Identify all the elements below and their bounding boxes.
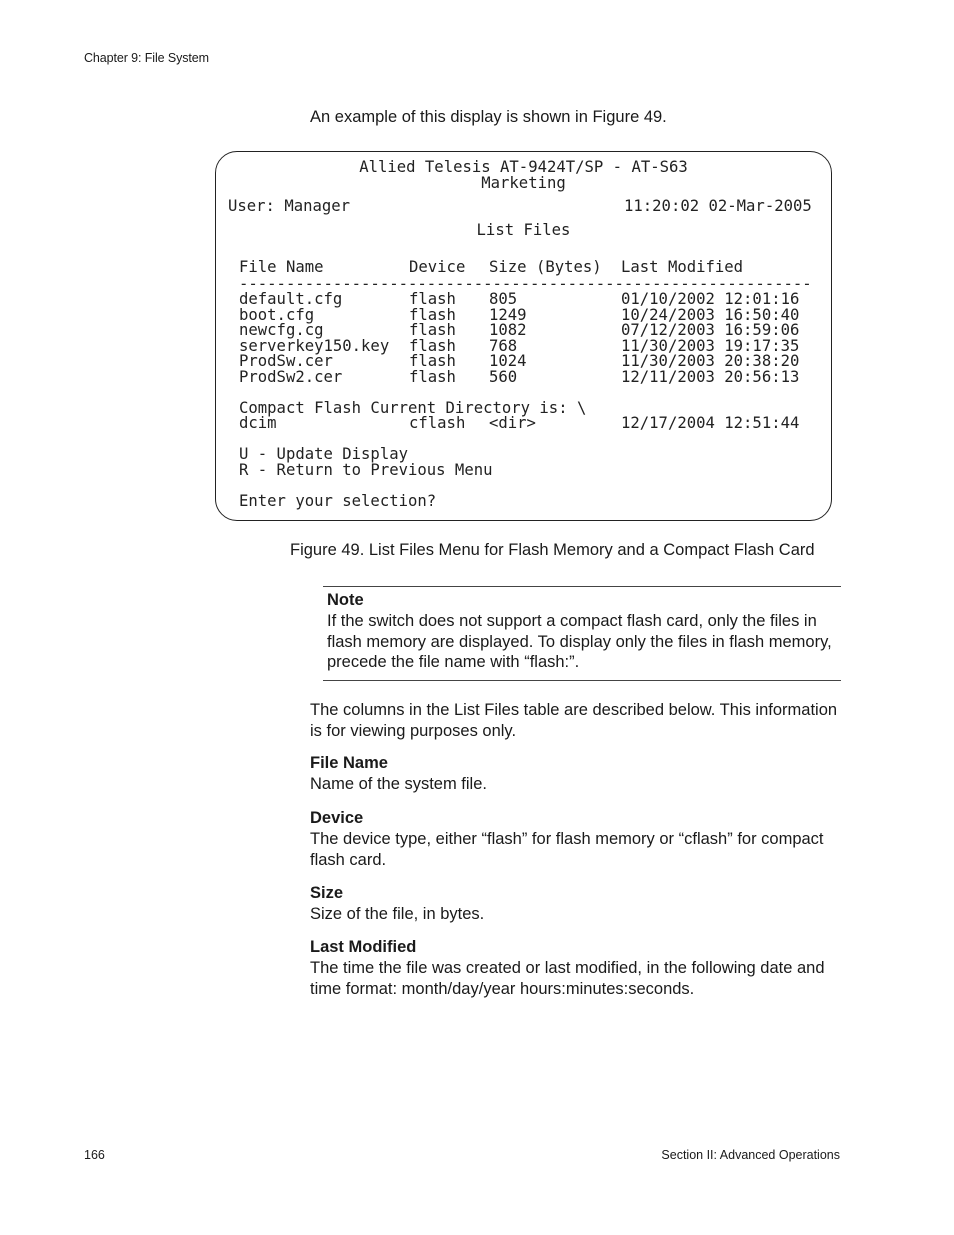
definition-term-device: Device [310, 809, 364, 827]
file-row-modified: 11/30/2003 20:38:20 [621, 352, 800, 371]
column-separator: ------------------------------------------------------------- [239, 277, 812, 293]
file-row-device: flash [409, 321, 456, 340]
file-row-modified: 12/11/2003 20:56:13 [621, 368, 800, 386]
screen-subtitle: Marketing [481, 174, 566, 192]
menu-option-update: U - Update Display [239, 445, 408, 463]
file-row-device: flash [409, 352, 456, 371]
cf-entry-size: <dir> [489, 414, 536, 432]
cf-entry-device: cflash [409, 414, 466, 432]
screen-user: User: Manager [228, 197, 351, 215]
note-title: Note [327, 591, 364, 609]
screen-title: Allied Telesis AT-9424T/SP - AT-S63 [359, 158, 688, 176]
screen-datetime: 11:20:02 02-Mar-2005 [624, 197, 812, 215]
definition-term-last-modified: Last Modified [310, 938, 417, 956]
definition-desc-device: The device type, either “flash” for flash memory or “cflash” for compact flash card. [310, 830, 824, 869]
definition-term-size: Size [310, 884, 344, 902]
terminal-screen-figure [215, 151, 832, 521]
columns-intro-paragraph: The columns in the List Files table are described below. This information is for viewing purposes only. [310, 701, 838, 740]
running-header: Chapter 9: File System [84, 51, 209, 65]
column-header-device: Device [409, 258, 466, 276]
screen-menu-title: List Files [476, 221, 571, 239]
note-body: If the switch does not support a compact flash card, only the files in flash memory are displayed. To display only the files in flash memory, precede the file name with “flash:”. [327, 612, 832, 671]
file-row-modified: 07/12/2003 16:59:06 [621, 321, 800, 340]
column-header-last-modified: Last Modified [621, 258, 744, 276]
file-row-name: serverkey150.key [239, 336, 390, 355]
file-row-size: 768 [489, 336, 518, 355]
file-row-device: flash [409, 336, 456, 355]
file-row-size: 1024 [489, 352, 527, 371]
file-row-device: flash [409, 290, 456, 308]
cf-entry-name: dcim [239, 414, 277, 432]
file-row-modified: 01/10/2002 12:01:16 [621, 290, 800, 308]
definition-desc-file-name: Name of the system file. [310, 775, 487, 793]
file-row-size: 1082 [489, 321, 527, 340]
page-number: 166 [84, 1148, 105, 1162]
cf-directory-label: Compact Flash Current Directory is: \ [239, 399, 587, 417]
running-footer-section: Section II: Advanced Operations [661, 1148, 840, 1162]
note-box [323, 586, 841, 681]
definition-term-file-name: File Name [310, 754, 388, 772]
file-row-device: flash [409, 368, 456, 386]
intro-paragraph: An example of this display is shown in Figure 49. [310, 108, 667, 126]
column-header-file-name: File Name [239, 258, 324, 276]
file-row-device: flash [409, 305, 456, 324]
cf-entry-modified: 12/17/2004 12:51:44 [621, 414, 800, 432]
file-row-name: ProdSw2.cer [239, 368, 343, 386]
file-row-size: 560 [489, 368, 518, 386]
file-row-modified: 10/24/2003 16:50:40 [621, 305, 800, 324]
selection-prompt: Enter your selection? [239, 492, 437, 510]
file-row-name: boot.cfg [239, 305, 315, 324]
definition-desc-size: Size of the file, in bytes. [310, 905, 485, 923]
file-row-size: 805 [489, 290, 518, 308]
file-row-name: ProdSw.cer [239, 352, 333, 371]
file-row-modified: 11/30/2003 19:17:35 [621, 336, 800, 355]
menu-option-return: R - Return to Previous Menu [239, 461, 493, 479]
figure-caption: Figure 49. List Files Menu for Flash Memory and a Compact Flash Card [290, 541, 815, 559]
definition-desc-last-modified: The time the file was created or last modified, in the following date and time format: month/day/year hours:minutes:seconds. [310, 959, 825, 998]
file-row-name: default.cfg [239, 290, 343, 308]
file-row-size: 1249 [489, 305, 527, 324]
column-header-size: Size (Bytes) [489, 258, 602, 276]
file-row-name: newcfg.cg [239, 321, 324, 340]
